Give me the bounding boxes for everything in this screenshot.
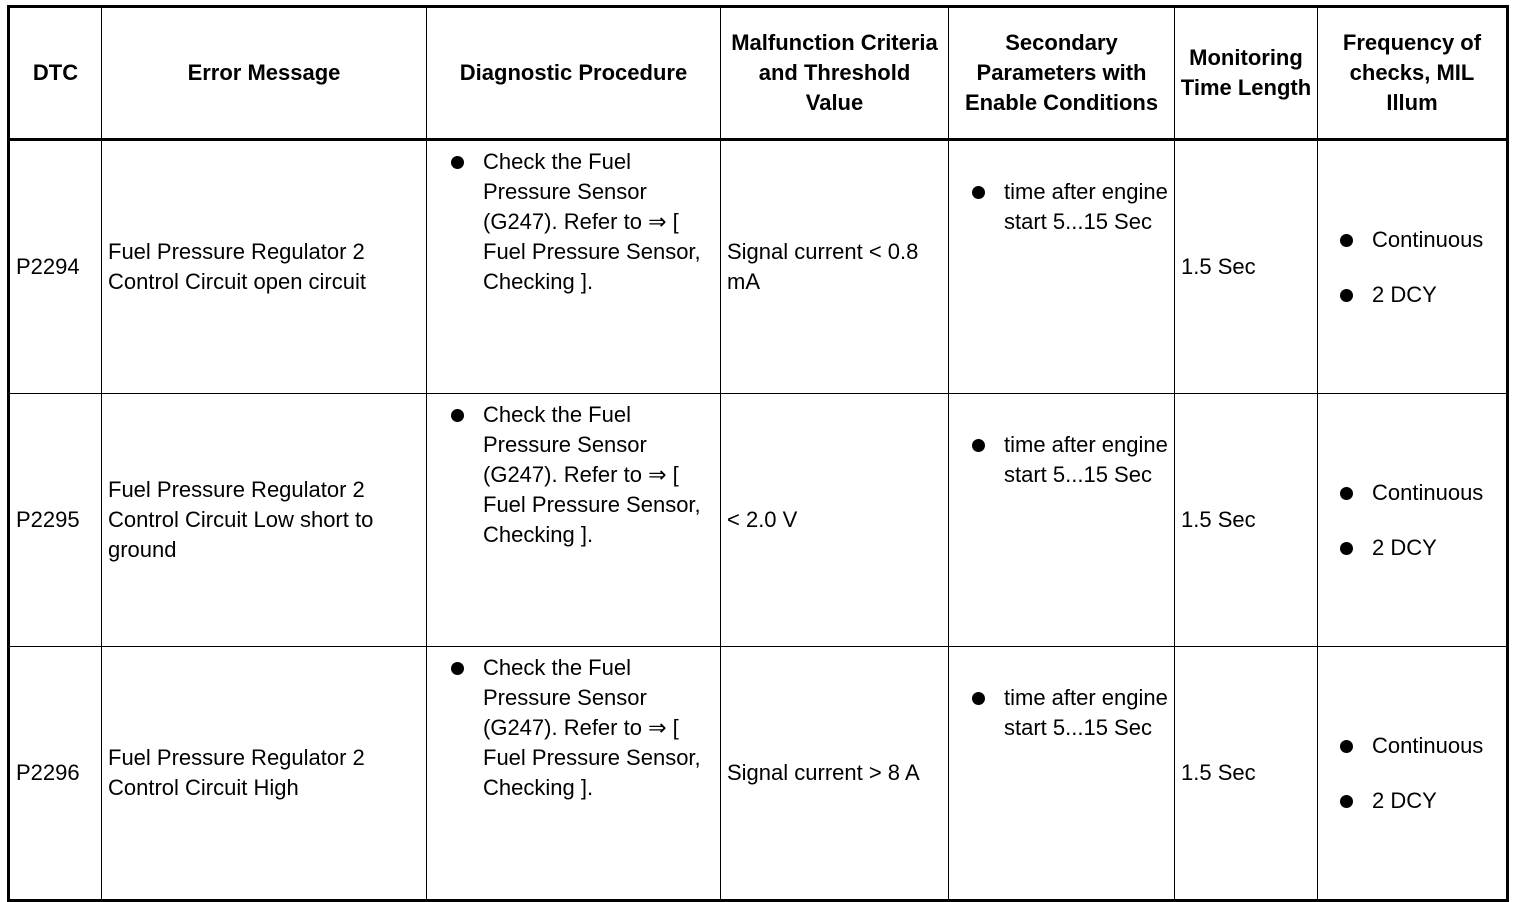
frequency: [1318, 140, 1508, 394]
frequency-text: 2 DCY: [1372, 281, 1437, 307]
dtc-code: P2296: [9, 647, 102, 901]
bullet-icon: [972, 692, 985, 705]
monitoring-time: 1.5 Sec: [1175, 647, 1318, 901]
header-diagnostic-procedure: Diagnostic Procedure: [427, 7, 721, 140]
diagnostic-procedure: [427, 140, 721, 394]
frequency-text: 2 DCY: [1372, 787, 1437, 813]
header-error-message: Error Message: [102, 7, 427, 140]
frequency-item: [1318, 478, 1506, 508]
diagnostic-step-text: Check the Fuel Pressure Sensor (G247). Refer to ⇒ [ Fuel Pressure Sensor, Checking ].: [483, 149, 701, 294]
diagnostic-step-text: Check the Fuel Pressure Sensor (G247). Refer to ⇒ [ Fuel Pressure Sensor, Checking ].: [483, 655, 701, 800]
header-monitoring-time: Monitoring Time Length: [1175, 7, 1318, 140]
frequency-text: Continuous: [1372, 732, 1484, 758]
secondary-parameters: [949, 140, 1175, 394]
bullet-icon: [972, 439, 985, 452]
bullet-icon: [451, 156, 464, 169]
header-malfunction-criteria: Malfunction Criteria and Threshold Value: [721, 7, 949, 140]
monitoring-time: 1.5 Sec: [1175, 140, 1318, 394]
secondary-parameter-text: time after engine start 5...15 Sec: [1004, 685, 1168, 740]
frequency: [1318, 647, 1508, 901]
table-row: [9, 394, 1508, 647]
secondary-parameter: [949, 177, 1174, 237]
secondary-parameter-text: time after engine start 5...15 Sec: [1004, 179, 1168, 234]
header-dtc: DTC: [9, 7, 102, 140]
frequency-text: 2 DCY: [1372, 534, 1437, 560]
malfunction-criteria: Signal current < 0.8 mA: [721, 140, 949, 394]
error-message: Fuel Pressure Regulator 2 Control Circuit Low short to ground: [102, 394, 427, 647]
frequency-item: [1318, 731, 1506, 761]
secondary-parameter: [949, 683, 1174, 743]
header-row: [9, 7, 1508, 140]
frequency: [1318, 394, 1508, 647]
bullet-icon: [1340, 542, 1353, 555]
header-secondary-parameters: Secondary Parameters with Enable Conditions: [949, 7, 1175, 140]
secondary-parameters: [949, 647, 1175, 901]
error-message: Fuel Pressure Regulator 2 Control Circuit High: [102, 647, 427, 901]
secondary-parameter-text: time after engine start 5...15 Sec: [1004, 432, 1168, 487]
bullet-icon: [1340, 795, 1353, 808]
dtc-code: P2295: [9, 394, 102, 647]
frequency-item: [1318, 786, 1506, 816]
bullet-icon: [451, 409, 464, 422]
bullet-icon: [1340, 740, 1353, 753]
diagnostic-step: [427, 653, 720, 803]
monitoring-time: 1.5 Sec: [1175, 394, 1318, 647]
bullet-icon: [451, 662, 464, 675]
diagnostic-procedure: [427, 647, 721, 901]
diagnostic-step: [427, 147, 720, 297]
dtc-table: [7, 5, 1509, 902]
frequency-text: Continuous: [1372, 479, 1484, 505]
diagnostic-procedure: [427, 394, 721, 647]
malfunction-criteria: < 2.0 V: [721, 394, 949, 647]
frequency-item: [1318, 225, 1506, 255]
table-row: [9, 647, 1508, 901]
frequency-item: [1318, 533, 1506, 563]
bullet-icon: [1340, 289, 1353, 302]
bullet-icon: [972, 186, 985, 199]
diagnostic-step: [427, 400, 720, 550]
secondary-parameters: [949, 394, 1175, 647]
frequency-text: Continuous: [1372, 226, 1484, 252]
header-frequency: Frequency of checks, MIL Illum: [1318, 7, 1508, 140]
dtc-code: P2294: [9, 140, 102, 394]
frequency-item: [1318, 280, 1506, 310]
malfunction-criteria: Signal current > 8 A: [721, 647, 949, 901]
table-row: [9, 140, 1508, 394]
bullet-icon: [1340, 487, 1353, 500]
secondary-parameter: [949, 430, 1174, 490]
diagnostic-step-text: Check the Fuel Pressure Sensor (G247). Refer to ⇒ [ Fuel Pressure Sensor, Checking ].: [483, 402, 701, 547]
error-message: Fuel Pressure Regulator 2 Control Circuit open circuit: [102, 140, 427, 394]
bullet-icon: [1340, 234, 1353, 247]
